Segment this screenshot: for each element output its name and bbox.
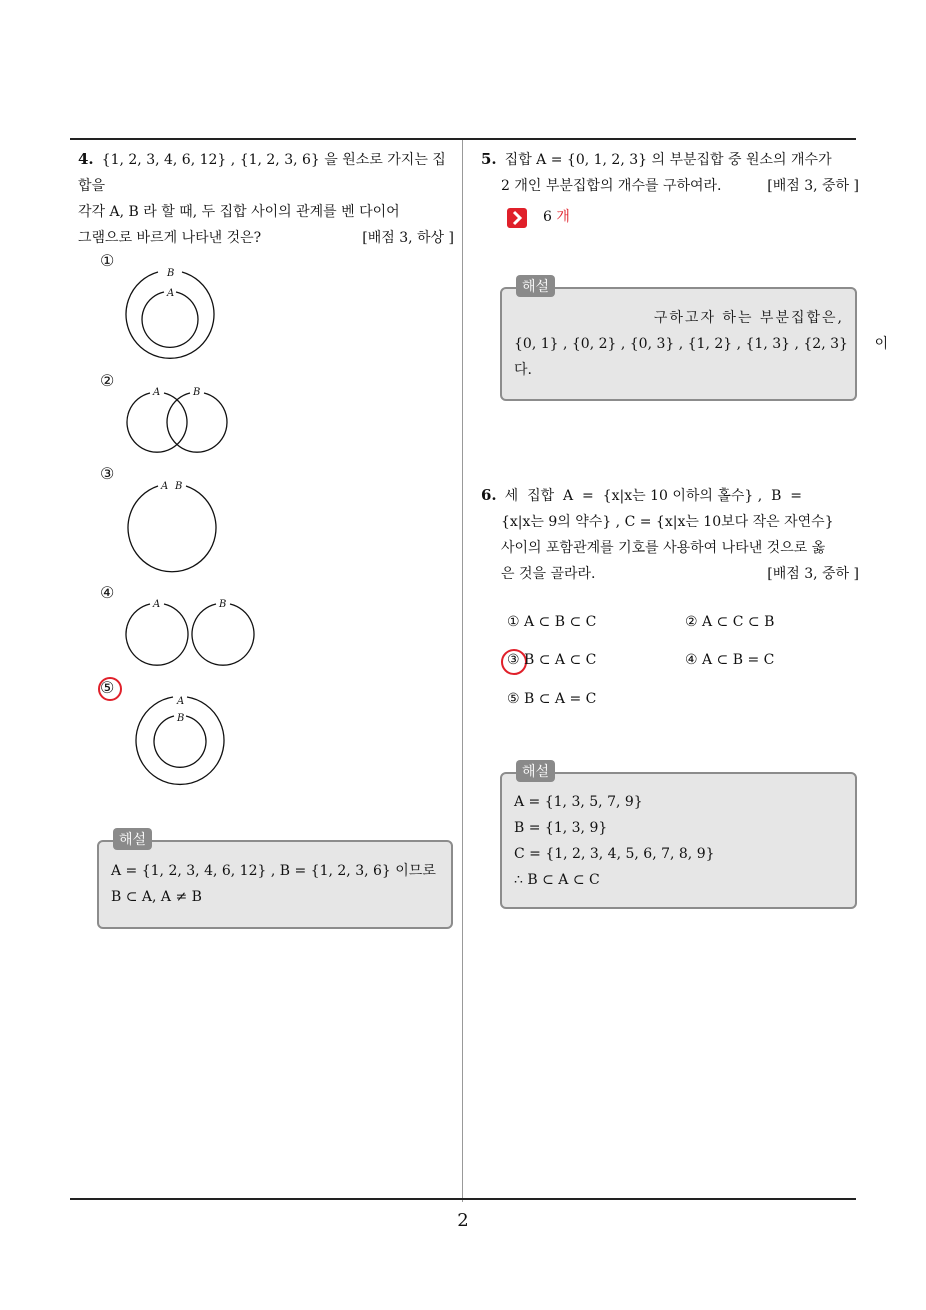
q5-answer-value: 6	[543, 209, 552, 225]
q5-explanation-line2: {0, 1} , {0, 2} , {0, 3} , {1, 2} , {1, 3} , {2, 3} 이	[514, 336, 889, 352]
q6-line2: {x|x는 9의 약수} , C = {x|x는 10보다 작은 자연수}	[501, 514, 834, 530]
q5-explanation-body	[514, 305, 889, 383]
q4-option-4-label-b: B	[219, 599, 227, 610]
q6-choice-3[interactable]: ③ B ⊂ A ⊂ C	[507, 652, 597, 668]
q4-explanation-line2: B ⊂ A, A ≠ B	[111, 889, 202, 905]
q4-option-1-number[interactable]: ①	[100, 251, 115, 270]
q5-number: 5.	[481, 150, 497, 168]
top-rule	[70, 138, 856, 140]
q4-explanation-line1: A = {1, 2, 3, 4, 6, 12} , B = {1, 2, 3, 6} 이므로	[111, 863, 436, 879]
q4-score: [배점 3, 하상 ]	[362, 230, 454, 246]
q4-option-1-label-b: B	[167, 268, 175, 279]
q6-explanation-line3: C = {1, 2, 3, 4, 5, 6, 7, 8, 9}	[514, 846, 715, 862]
q6-score: [배점 3, 중하 ]	[767, 566, 859, 582]
q4-option-3-label-b: B	[175, 481, 183, 492]
q6-choice-4[interactable]: ④ A ⊂ B = C	[685, 652, 775, 668]
q4-option-5-diagram[interactable]	[130, 692, 230, 792]
q6-explanation-line4: ∴ B ⊂ A ⊂ C	[514, 872, 600, 888]
q6-choice-5[interactable]: ⑤ B ⊂ A = C	[507, 691, 597, 707]
q4-line1: {1, 2, 3, 4, 6, 12} , {1, 2, 3, 6} 을 원소로 가지는 집합을	[78, 152, 446, 194]
q5-explanation-tag: 해설	[516, 275, 555, 297]
q4-option-2-number[interactable]: ②	[100, 371, 115, 390]
q4-number: 4.	[78, 150, 94, 168]
q4-line3: 그램으로 바르게 나타낸 것은?	[78, 230, 262, 246]
q6-choice-2[interactable]: ② A ⊂ C ⊂ B	[685, 614, 775, 630]
q4-option-2-diagram[interactable]	[122, 384, 232, 454]
q5-explanation-line3: 다.	[514, 362, 532, 378]
q4-option-3-number[interactable]: ③	[100, 464, 115, 483]
column-divider	[462, 140, 463, 1202]
q4-option-5-label-a: A	[177, 696, 185, 707]
bottom-rule	[70, 1198, 856, 1200]
q6-choice-1[interactable]: ① A ⊂ B ⊂ C	[507, 614, 597, 630]
q6-explanation-line2: B = {1, 3, 9}	[514, 820, 608, 836]
q4-option-1-diagram[interactable]	[120, 265, 220, 365]
q4-explanation-tag: 해설	[113, 828, 152, 850]
q6-text	[481, 482, 859, 587]
q5-line1: 집합 A = {0, 1, 2, 3} 의 부분집합 중 원소의 개수가	[504, 152, 832, 168]
q5-answer-unit: 개	[556, 209, 570, 225]
q6-explanation-body	[514, 789, 844, 893]
q4-option-4-number[interactable]: ④	[100, 583, 115, 602]
q4-option-2-label-b: B	[193, 387, 201, 398]
q5-line2: 2 개인 부분집합의 개수를 구하여라.	[501, 178, 722, 194]
q5-explanation-line1: 구하고자 하는 부분집합은,	[653, 310, 844, 326]
q4-option-3-diagram[interactable]	[122, 478, 222, 578]
q6-explanation-line1: A = {1, 3, 5, 7, 9}	[514, 794, 643, 810]
q4-option-5-number[interactable]: ⑤	[100, 678, 115, 697]
q4-option-1-label-a: A	[167, 288, 175, 299]
q4-text	[78, 146, 454, 251]
answer-arrow-icon	[507, 208, 527, 228]
q6-line3: 사이의 포함관계를 기호를 사용하여 나타낸 것으로 옳	[501, 540, 826, 556]
q6-explanation-tag: 해설	[516, 760, 555, 782]
q4-option-2-label-a: A	[153, 387, 161, 398]
q4-explanation-body	[111, 858, 447, 910]
q5-answer	[543, 206, 570, 226]
q4-option-4-diagram[interactable]	[122, 598, 262, 673]
q4-line2: 각각 A, B 라 할 때, 두 집합 사이의 관계를 벤 다이어	[78, 204, 400, 220]
q5-score: [배점 3, 중하 ]	[767, 178, 859, 194]
q4-option-3-label-a: A	[161, 481, 169, 492]
q6-number: 6.	[481, 486, 497, 504]
q6-line1: 세 집합 A = {x|x는 10 이하의 홀수} , B =	[504, 488, 803, 504]
q4-option-4-label-a: A	[153, 599, 161, 610]
q5-text	[481, 146, 859, 199]
page-number: 2	[457, 1210, 469, 1231]
q4-option-5-label-b: B	[177, 713, 185, 724]
q6-line4: 은 것을 골라라.	[501, 566, 596, 582]
